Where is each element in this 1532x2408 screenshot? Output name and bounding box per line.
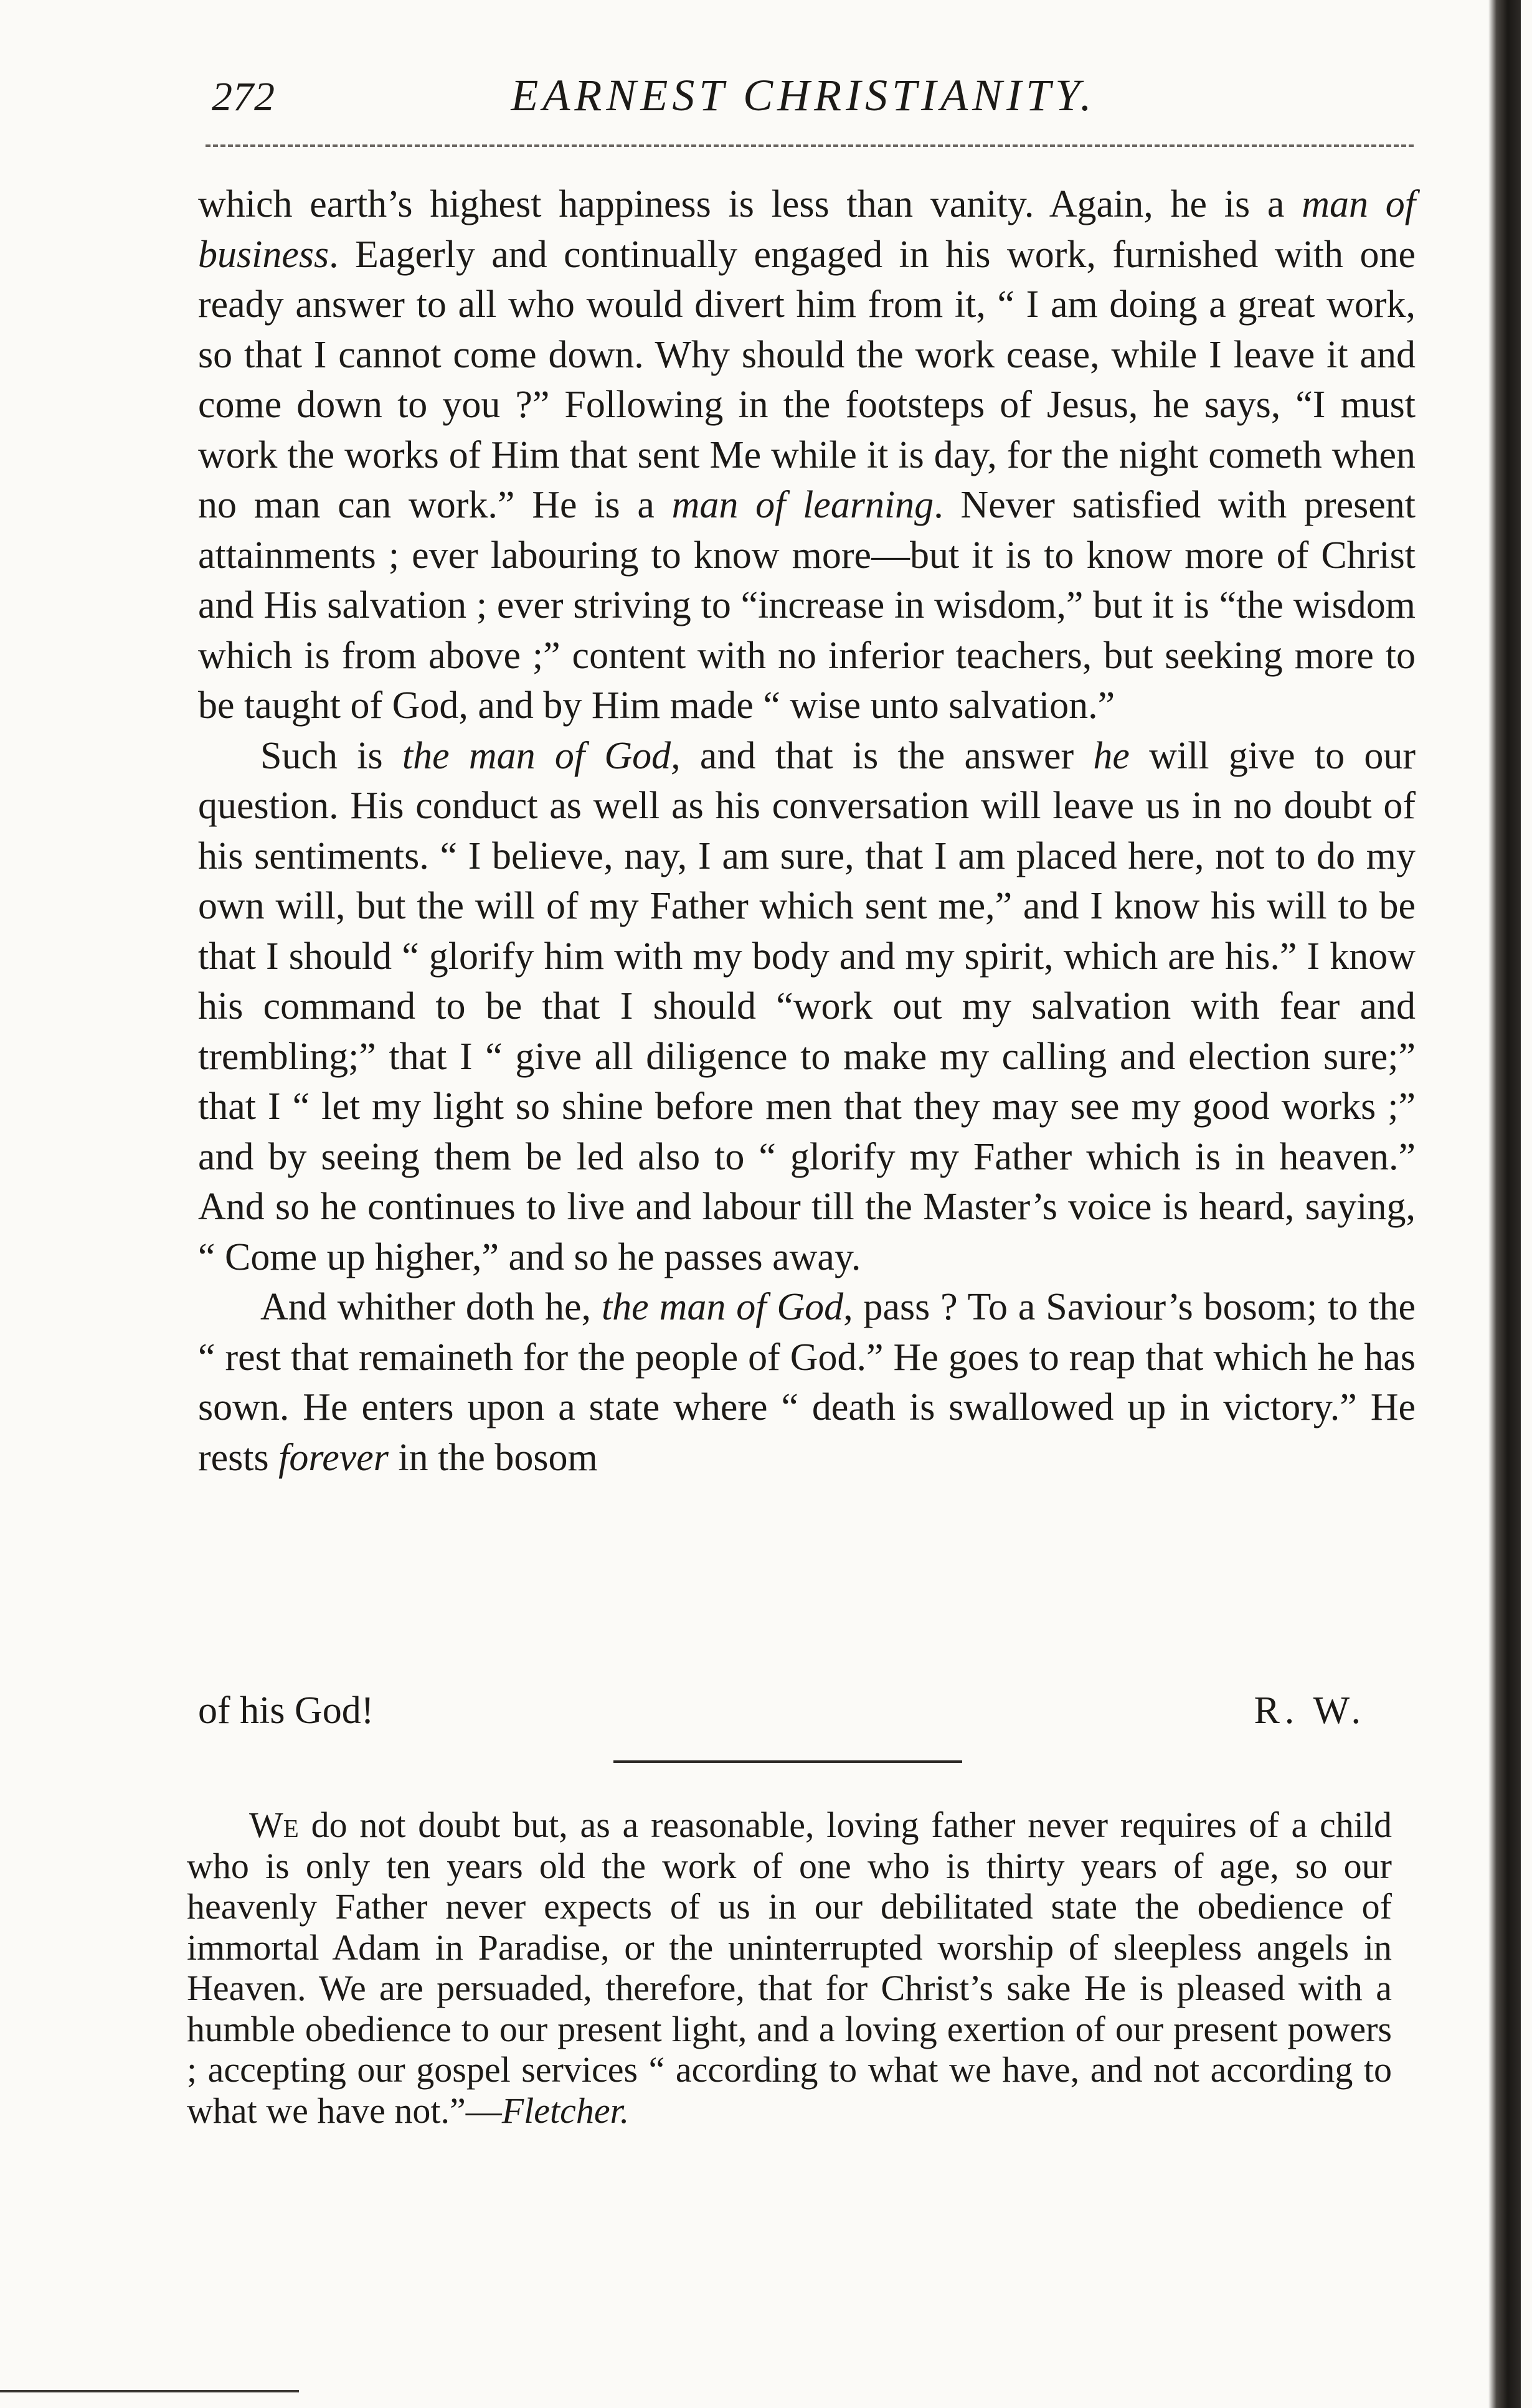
drop-word: We	[249, 1805, 299, 1845]
closing-text: of his God!	[198, 1689, 374, 1732]
paragraph	[198, 179, 1416, 731]
signoff-line	[198, 1689, 1416, 1739]
text-run: and that is the answer	[680, 734, 1094, 777]
text-run: , pass ? To a Saviour’s bosom; to the “ rest that remaineth for the people of God.” He goes to reap that which he has sown. He enters upon a state where “ death is swallowed up in victory.” He rests	[198, 1286, 1416, 1479]
emphasis: man of learning	[671, 484, 934, 526]
quote-block	[187, 1805, 1392, 2131]
text-run: which earth’s highest happiness is less than vanity. Again, he is a	[198, 183, 1302, 225]
page-number: 272	[212, 74, 275, 120]
article-body	[198, 179, 1416, 1483]
section-divider	[613, 1760, 962, 1763]
footer-rule	[0, 2390, 299, 2392]
author-signature: R. W.	[1254, 1689, 1366, 1732]
text-run: will give to our question. His conduct as well as his conversation will leave us in no doubt of his sentiments. “ I believe, nay, I am sure, that I am placed here, not to do my own will, but the will of my Father which sent me,” and I know his will to be that I should “ glorify him with my body and my spirit, which are his.” I know his command to be that I should “work out my salvation with fear and trembling;” that I “ give all diligence to make my calling and election sure;” that I “ let my light so shine before men that they may see my good works ;” and by seeing them be led also to “ glorify my Father which is in heaven.” And so he continues to live and labour till the Master’s voice is heard, saying, “ Come up higher,” and so he passes away.	[198, 734, 1416, 1278]
text-run: And whither doth he,	[260, 1286, 602, 1328]
quote-attribution: Fletcher.	[501, 2090, 630, 2131]
emphasis: he	[1093, 734, 1130, 777]
binding-edge	[1488, 0, 1521, 2408]
paragraph	[198, 731, 1416, 1283]
paragraph	[198, 1282, 1416, 1483]
text-run: . Eagerly and continually engaged in his work, furnished with one ready answer to all who would divert him from it, “ I am doing a great work, so that I cannot come down. Why should the work cease, while I leave it and come down to you ?” Following in the footsteps of Jesus, he says, “I must work the works of Him that sent Me while it is day, for the night cometh when no man can work.” He is a	[198, 233, 1416, 526]
emphasis: forever	[278, 1436, 389, 1479]
emphasis: the man of God,	[402, 734, 681, 777]
header-rule	[206, 144, 1414, 147]
quote-body: do not doubt but, as a reasonable, loving father never requires of a child who is only ten years old the work of one who is thirty years of age, so our heavenly Father never expects of us in our debilitated state the obedience of immortal Adam in Paradise, or the uninterrupted worship of sleepless angels in Heaven. We are persuaded, therefore, that for Christ’s sake He is pleased with a humble obedience to our present light, and a loving exertion of our present powers ; accepting our gospel services “ according to what we have, and not according to what we have not.”—	[187, 1805, 1392, 2131]
running-head: EARNEST CHRISTIANITY.	[511, 70, 1096, 120]
quote-paragraph	[187, 1805, 1392, 2131]
text-run: . Never satisfied with present attainments ; ever labouring to know more—but it is to know more of Christ and His salvation ; ever striving to “increase in wisdom,” but it is “the wisdom which is from above ;” content with no inferior teachers, but seeking more to be taught of God, and by Him made “ wise unto salvation.”	[198, 484, 1416, 727]
text-run: in the bosom	[388, 1436, 598, 1479]
emphasis: the man of God	[601, 1286, 844, 1328]
text-run: Such is	[260, 734, 402, 777]
emphasis: man of business	[198, 183, 1416, 276]
